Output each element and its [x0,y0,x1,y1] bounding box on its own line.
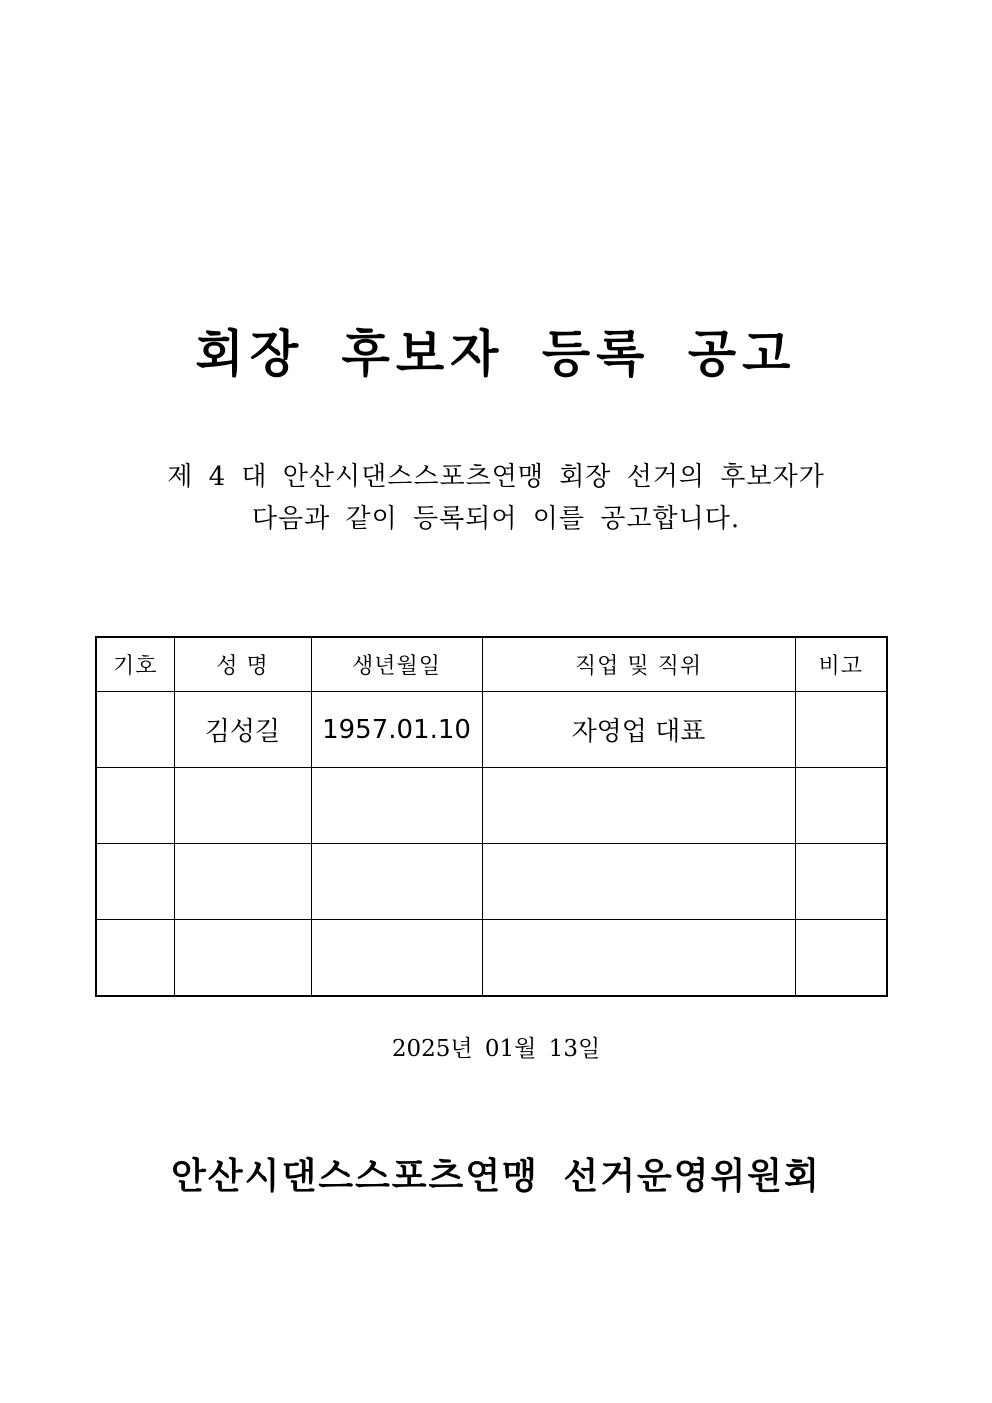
cell-birth: 1957.01.10 [311,692,482,768]
header-remarks: 비고 [795,637,887,692]
cell-code [96,920,174,997]
cell-code [96,692,174,768]
notice-date: 2025년 01월 13일 [391,1036,601,1062]
candidate-table [95,636,888,997]
issuer-name: 안산시댄스스포츠연맹 선거운영위원회 [171,1155,821,1197]
cell-code [96,768,174,844]
cell-occupation [482,844,795,920]
notice-intro [0,456,992,540]
table-row [96,692,887,768]
cell-name [174,920,311,997]
intro-line-1: 제 4 대 안산시댄스스포츠연맹 회장 선거의 후보자가 [167,462,825,492]
table-header-row [96,637,887,692]
notice-title: 회장 후보자 등록 공고 [195,324,797,383]
cell-name [174,844,311,920]
header-occupation: 직업 및 직위 [482,637,795,692]
cell-name [174,768,311,844]
cell-occupation [482,920,795,997]
header-birth: 생년월일 [311,637,482,692]
cell-occupation [482,768,795,844]
cell-birth [311,768,482,844]
table-row [96,844,887,920]
cell-remarks [795,692,887,768]
intro-line-2: 다음과 같이 등록되어 이를 공고합니다. [251,504,741,534]
header-name: 성 명 [174,637,311,692]
header-code: 기호 [96,637,174,692]
cell-remarks [795,768,887,844]
cell-remarks [795,920,887,997]
cell-birth [311,920,482,997]
cell-code [96,844,174,920]
cell-remarks [795,844,887,920]
table-row [96,920,887,997]
cell-name: 김성길 [174,692,311,768]
table-row [96,768,887,844]
cell-birth [311,844,482,920]
cell-occupation: 자영업 대표 [482,692,795,768]
